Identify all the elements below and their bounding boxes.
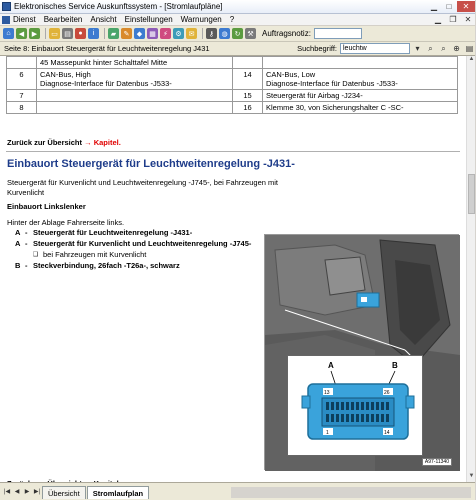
subheading: Einbauort Linkslenker bbox=[7, 202, 86, 211]
legend-key: A bbox=[15, 228, 21, 237]
bullet-icon: ❑ bbox=[33, 252, 39, 258]
legend-key: B bbox=[15, 261, 21, 270]
kapitel-link[interactable]: Kapitel. bbox=[93, 138, 121, 147]
pin-number bbox=[233, 57, 263, 69]
figure-reference: A97-11340 bbox=[422, 458, 452, 466]
tab-prev-icon[interactable]: ◀ bbox=[14, 489, 20, 495]
pin-label: 13 bbox=[324, 390, 330, 396]
legend-list bbox=[7, 228, 257, 272]
section-heading: Einbauort Steuergerät für Leuchtweitenregelung -J431- bbox=[7, 158, 295, 170]
forward-icon[interactable]: ▶ bbox=[29, 28, 40, 39]
pin-description bbox=[37, 102, 233, 114]
installation-figure bbox=[264, 234, 459, 470]
tab-next-icon[interactable]: ▶ bbox=[24, 489, 30, 495]
close-icon[interactable]: ✕ bbox=[457, 1, 475, 12]
car-icon[interactable]: ▰ bbox=[108, 28, 119, 39]
tab-stromlaufplan[interactable]: Stromlaufplan bbox=[87, 486, 149, 499]
pin-label: 26 bbox=[384, 390, 390, 396]
back-to-overview-link[interactable] bbox=[7, 138, 121, 147]
legend-note: bei Fahrzeugen mit Kurvenlicht bbox=[43, 250, 147, 259]
document-content bbox=[0, 56, 466, 482]
pin-description: Klemme 30, von Sicherungshalter C -SC- bbox=[263, 102, 458, 114]
binoculars-next-icon[interactable]: ⌕ bbox=[441, 43, 446, 53]
connector-diagram bbox=[288, 356, 424, 457]
pin-description: 45 Massepunkt hinter Schalttafel Mitte bbox=[37, 57, 233, 69]
pin-description: CAN-Bus, Low Diagnose-Interface für Datenbus -J533- bbox=[263, 69, 458, 90]
window-title: Elektronisches Service Auskunftssystem - [Stromlaufpläne] bbox=[14, 2, 223, 11]
pin-number: 8 bbox=[7, 102, 37, 114]
wiring-icon[interactable]: ⚡ bbox=[160, 28, 171, 39]
location-text: Hinter der Ablage Fahrerseite links. bbox=[7, 218, 125, 227]
back-link-text: Zurück zur Übersicht bbox=[7, 138, 83, 147]
minimize-icon[interactable]: ▁ bbox=[430, 2, 438, 11]
menu-dienst[interactable]: Dienst bbox=[13, 15, 36, 24]
key-icon[interactable]: ⚷ bbox=[206, 28, 217, 39]
legend-value: Steuergerät für Leuchtweitenregelung -J431- bbox=[33, 228, 193, 237]
legend-key: A bbox=[15, 239, 21, 248]
tab-last-icon[interactable]: ▶| bbox=[33, 489, 41, 495]
pin-label: 1 bbox=[326, 430, 329, 436]
menu-help[interactable]: ? bbox=[229, 15, 235, 24]
zoom-icon[interactable]: ⊕ bbox=[453, 44, 460, 53]
status-area bbox=[231, 487, 471, 498]
pin-number: 16 bbox=[233, 102, 263, 114]
settings-icon[interactable]: ⚙ bbox=[173, 28, 184, 39]
table-row bbox=[7, 90, 458, 102]
list-item: B - Steckverbindung, 26fach -T26a-, schwarz bbox=[7, 261, 257, 271]
mdi-close-icon[interactable]: ✕ bbox=[464, 15, 472, 24]
nav-bar bbox=[0, 42, 475, 56]
intro-text: Steuergerät für Kurvenlicht und Leuchtweitenregelung -J745-, bei Fahrzeugen mit Kurvenlicht bbox=[7, 178, 278, 197]
maximize-icon[interactable]: □ bbox=[446, 2, 452, 11]
document-icon bbox=[2, 16, 10, 24]
print-page-icon[interactable]: ▤ bbox=[465, 44, 474, 53]
tools-icon[interactable]: ⚒ bbox=[245, 28, 256, 39]
legend-value: Steuergerät für Kurvenlicht und Leuchtweitenregelung -J745- bbox=[33, 239, 252, 248]
list-item: A - Steuergerät für Leuchtweitenregelung -J431- bbox=[7, 228, 257, 238]
label-a: A bbox=[328, 361, 334, 370]
home-icon[interactable]: ⌂ bbox=[3, 28, 14, 39]
app-icon bbox=[2, 2, 11, 11]
print-icon[interactable]: ▤ bbox=[62, 28, 73, 39]
legend-value: Steckverbindung, 26fach -T26a-, schwarz bbox=[33, 261, 180, 270]
document-icon[interactable]: ▦ bbox=[147, 28, 158, 39]
breadcrumb: Seite 8: Einbauort Steuergerät für Leuchtweitenregelung J431 bbox=[4, 44, 210, 53]
note-icon[interactable]: ✉ bbox=[186, 28, 197, 39]
menu-warnungen[interactable]: Warnungen bbox=[180, 15, 222, 24]
table-row bbox=[7, 102, 458, 114]
search-label: Suchbegriff: bbox=[297, 44, 337, 53]
title-bar bbox=[0, 0, 475, 14]
toolbar bbox=[0, 26, 475, 42]
menu-ansicht[interactable]: Ansicht bbox=[90, 15, 117, 24]
pin-description: CAN-Bus, High Diagnose-Interface für Datenbus -J533- bbox=[37, 69, 233, 90]
menu-bearbeiten[interactable]: Bearbeiten bbox=[43, 15, 83, 24]
pin-description bbox=[263, 57, 458, 69]
pin-description: Steuergerät für Airbag -J234- bbox=[263, 90, 458, 102]
label-b: B bbox=[392, 361, 398, 370]
folder-icon[interactable]: ▭ bbox=[49, 28, 60, 39]
list-item bbox=[7, 250, 257, 260]
pin-number: 7 bbox=[7, 90, 37, 102]
mdi-controls bbox=[430, 14, 475, 25]
table-row bbox=[7, 57, 458, 69]
tab-strip bbox=[0, 482, 475, 500]
pin-label: 14 bbox=[384, 430, 390, 436]
dropdown-icon[interactable]: ▾ bbox=[415, 44, 420, 53]
arrow-right-icon: → bbox=[84, 138, 92, 147]
pin-number: 15 bbox=[233, 90, 263, 102]
pin-description bbox=[37, 90, 233, 102]
stop-icon[interactable]: ● bbox=[75, 28, 86, 39]
vertical-scrollbar[interactable] bbox=[466, 56, 475, 482]
toolbar-separator bbox=[45, 28, 46, 39]
scroll-up-icon[interactable]: ▲ bbox=[468, 56, 475, 62]
globe-icon[interactable]: ◍ bbox=[219, 28, 230, 39]
tab-uebersicht[interactable]: Übersicht bbox=[42, 486, 86, 499]
divider bbox=[6, 151, 460, 152]
toolbar-separator bbox=[202, 28, 203, 39]
binoculars-icon[interactable]: ⌕ bbox=[428, 43, 433, 53]
pin-number bbox=[7, 57, 37, 69]
info-icon[interactable]: i bbox=[88, 28, 99, 39]
menu-einstellungen[interactable]: Einstellungen bbox=[124, 15, 173, 24]
scroll-thumb[interactable] bbox=[468, 174, 475, 214]
notiz-input[interactable] bbox=[314, 28, 362, 39]
notiz-label: Auftragsnotiz: bbox=[262, 29, 311, 38]
connector-inset bbox=[287, 355, 423, 456]
list-item: A - Steuergerät für Kurvenlicht und Leuchtweitenregelung -J745- bbox=[7, 239, 257, 249]
diagnosis-icon[interactable]: ◆ bbox=[134, 28, 145, 39]
mdi-minimize-icon[interactable]: ▁ bbox=[434, 15, 442, 24]
tab-first-icon[interactable]: |◀ bbox=[3, 489, 11, 495]
scroll-down-icon[interactable]: ▼ bbox=[468, 473, 475, 479]
pin-number: 14 bbox=[233, 69, 263, 90]
menu-bar bbox=[0, 14, 475, 26]
back-icon[interactable]: ◀ bbox=[16, 28, 27, 39]
table-row bbox=[7, 69, 458, 90]
mdi-restore-icon[interactable]: ❐ bbox=[449, 15, 457, 24]
wrench-icon[interactable]: ✎ bbox=[121, 28, 132, 39]
toolbar-separator bbox=[104, 28, 105, 39]
pin-table bbox=[6, 56, 458, 114]
refresh-icon[interactable]: ↻ bbox=[232, 28, 243, 39]
search-input[interactable]: leuchtw bbox=[340, 43, 410, 54]
pin-number: 6 bbox=[7, 69, 37, 90]
